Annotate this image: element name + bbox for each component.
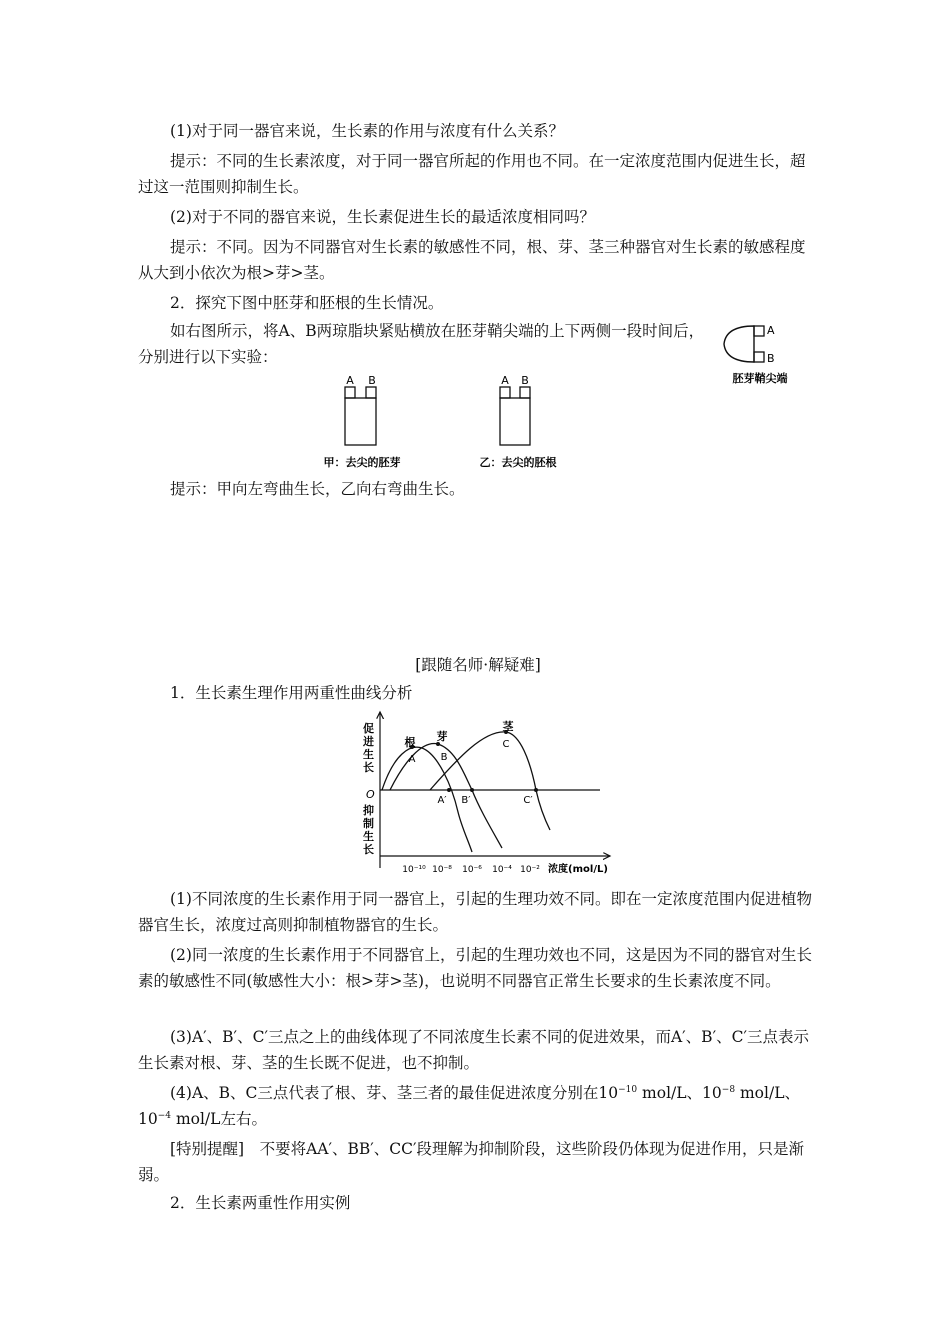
y-label-inhibit-char: 生 <box>363 830 374 843</box>
origin-label: O <box>366 788 375 801</box>
y-label-promote-char: 促 <box>363 722 374 735</box>
y-label-inhibit <box>363 803 374 856</box>
y-label-promote-char: 进 <box>363 735 374 748</box>
analysis-4-part-d: mol/L左右。 <box>171 1110 267 1128</box>
series-name-stem: 茎 <box>502 720 514 733</box>
hint-2: 提示：不同。因为不同器官对生长素的敏感性不同，根、芽、茎三种器官对生长素的敏感程度从大到小依次为根>芽>茎。 <box>138 238 806 282</box>
peak-label-b: B <box>440 752 448 763</box>
yi-embryo-root <box>500 398 530 445</box>
item-2-examples-heading: 2．生长素两重性作用实例 <box>170 1194 351 1212</box>
jia-agar-b <box>366 387 376 398</box>
analysis-4-part-a: (4)A、B、C三点代表了根、芽、茎三者的最佳促进浓度分别在10 <box>170 1084 619 1102</box>
y-label-promote <box>362 721 374 774</box>
jia-label-b: B <box>368 374 376 387</box>
item-1-heading: 1．生长素生理作用两重性曲线分析 <box>170 684 413 702</box>
item-2-heading: 2．探究下图中胚芽和胚根的生长情况。 <box>170 294 444 312</box>
jia-embryo-bud <box>345 398 376 445</box>
exponent-1: −10 <box>618 1084 638 1095</box>
analysis-3: (3)A′、B′、C′三点之上的曲线体现了不同浓度生长素不同的促进效果，而A′、B′、C′三点表示生长素对根、芽、茎的生长既不促进，也不抑制。 <box>138 1028 809 1072</box>
y-label-inhibit-char: 制 <box>363 817 374 830</box>
agar-block-a <box>754 326 764 336</box>
series-name-bud: 芽 <box>436 730 448 743</box>
zero-label-a-prime: A′ <box>437 795 447 806</box>
series-name-root: 根 <box>404 736 416 749</box>
y-label-inhibit-char: 抑 <box>363 804 374 817</box>
y-label-promote-char: 生 <box>363 748 374 761</box>
yi-agar-a <box>500 387 510 398</box>
analysis-1: (1)不同浓度的生长素作用于同一器官上，引起的生理功效不同。即在一定浓度范围内促进植物器官生长，浓度过高则抑制植物器官的生长。 <box>138 890 812 934</box>
peak-label-a: A <box>408 754 416 765</box>
xtick-1: 10⁻¹⁰ <box>402 865 426 875</box>
question-2: (2)对于不同的器官来说，生长素促进生长的最适浓度相同吗？ <box>170 208 595 226</box>
analysis-4-part-b: mol/L、10 <box>637 1084 722 1102</box>
xtick-4: 10⁻⁴ <box>492 865 512 875</box>
tip-label-a: A <box>767 324 775 337</box>
point-c-prime <box>534 788 538 792</box>
exponent-3: −4 <box>157 1110 172 1121</box>
peak-label-c: C <box>502 739 510 750</box>
point-b-prime <box>470 788 474 792</box>
zero-label-b-prime: B′ <box>461 795 471 806</box>
tip-shape <box>724 326 754 362</box>
auxin-curve-chart <box>360 710 630 878</box>
zero-label-c-prime: C′ <box>523 795 533 806</box>
analysis-4-part-c: mol/L、10 <box>138 1084 800 1128</box>
yi-caption: 乙：去尖的胚根 <box>479 456 557 469</box>
analysis-4 <box>138 1080 818 1132</box>
yi-agar-b <box>520 387 530 398</box>
jia-caption: 甲：去尖的胚芽 <box>323 456 401 469</box>
xtick-3: 10⁻⁶ <box>462 865 482 875</box>
xtick-2: 10⁻⁸ <box>432 865 452 875</box>
y-label-inhibit-char: 长 <box>363 843 374 856</box>
analysis-2: (2)同一浓度的生长素作用于不同器官上，引起的生理功效也不同，这是因为不同的器官对生长素的敏感性不同(敏感性大小：根>芽>茎)，也说明不同器官正常生长要求的生长素浓度不同。 <box>138 946 812 990</box>
special-reminder: [特别提醒] 不要将AA′、BB′、CC′段理解为抑制阶段，这些阶段仍体现为促进作用，只是渐弱。 <box>138 1140 805 1184</box>
experiment-hint: 提示：甲向左弯曲生长，乙向右弯曲生长。 <box>170 480 465 498</box>
tip-label-b: B <box>767 352 775 365</box>
point-a-prime <box>447 788 451 792</box>
yi-label-b: B <box>521 374 529 387</box>
question-1: (1)对于同一器官来说，生长素的作用与浓度有什么关系？ <box>170 122 564 140</box>
y-label-promote-char: 长 <box>363 761 374 774</box>
jia-agar-a <box>345 387 355 398</box>
agar-block-b <box>754 352 764 362</box>
tip-caption: 胚芽鞘尖端 <box>732 372 788 385</box>
coleoptile-tip-figure <box>718 318 818 390</box>
hint-1: 提示：不同的生长素浓度，对于同一器官所起的作用也不同。在一定浓度范围内促进生长，超过这一范围则抑制生长。 <box>138 152 806 196</box>
jia-label-a: A <box>346 374 354 387</box>
xtick-5: 10⁻² <box>520 865 540 875</box>
exponent-2: −8 <box>721 1084 736 1095</box>
experiment-intro: 如右图所示，将A、B两琼脂块紧贴横放在胚芽鞘尖端的上下两侧一段时间后，分别进行以下实验： <box>138 322 705 366</box>
jia-yi-figure <box>300 370 590 474</box>
section-heading: [跟随名师·解疑难] <box>415 656 541 674</box>
x-axis-label: 浓度(mol/L) <box>548 864 608 875</box>
yi-label-a: A <box>501 374 509 387</box>
